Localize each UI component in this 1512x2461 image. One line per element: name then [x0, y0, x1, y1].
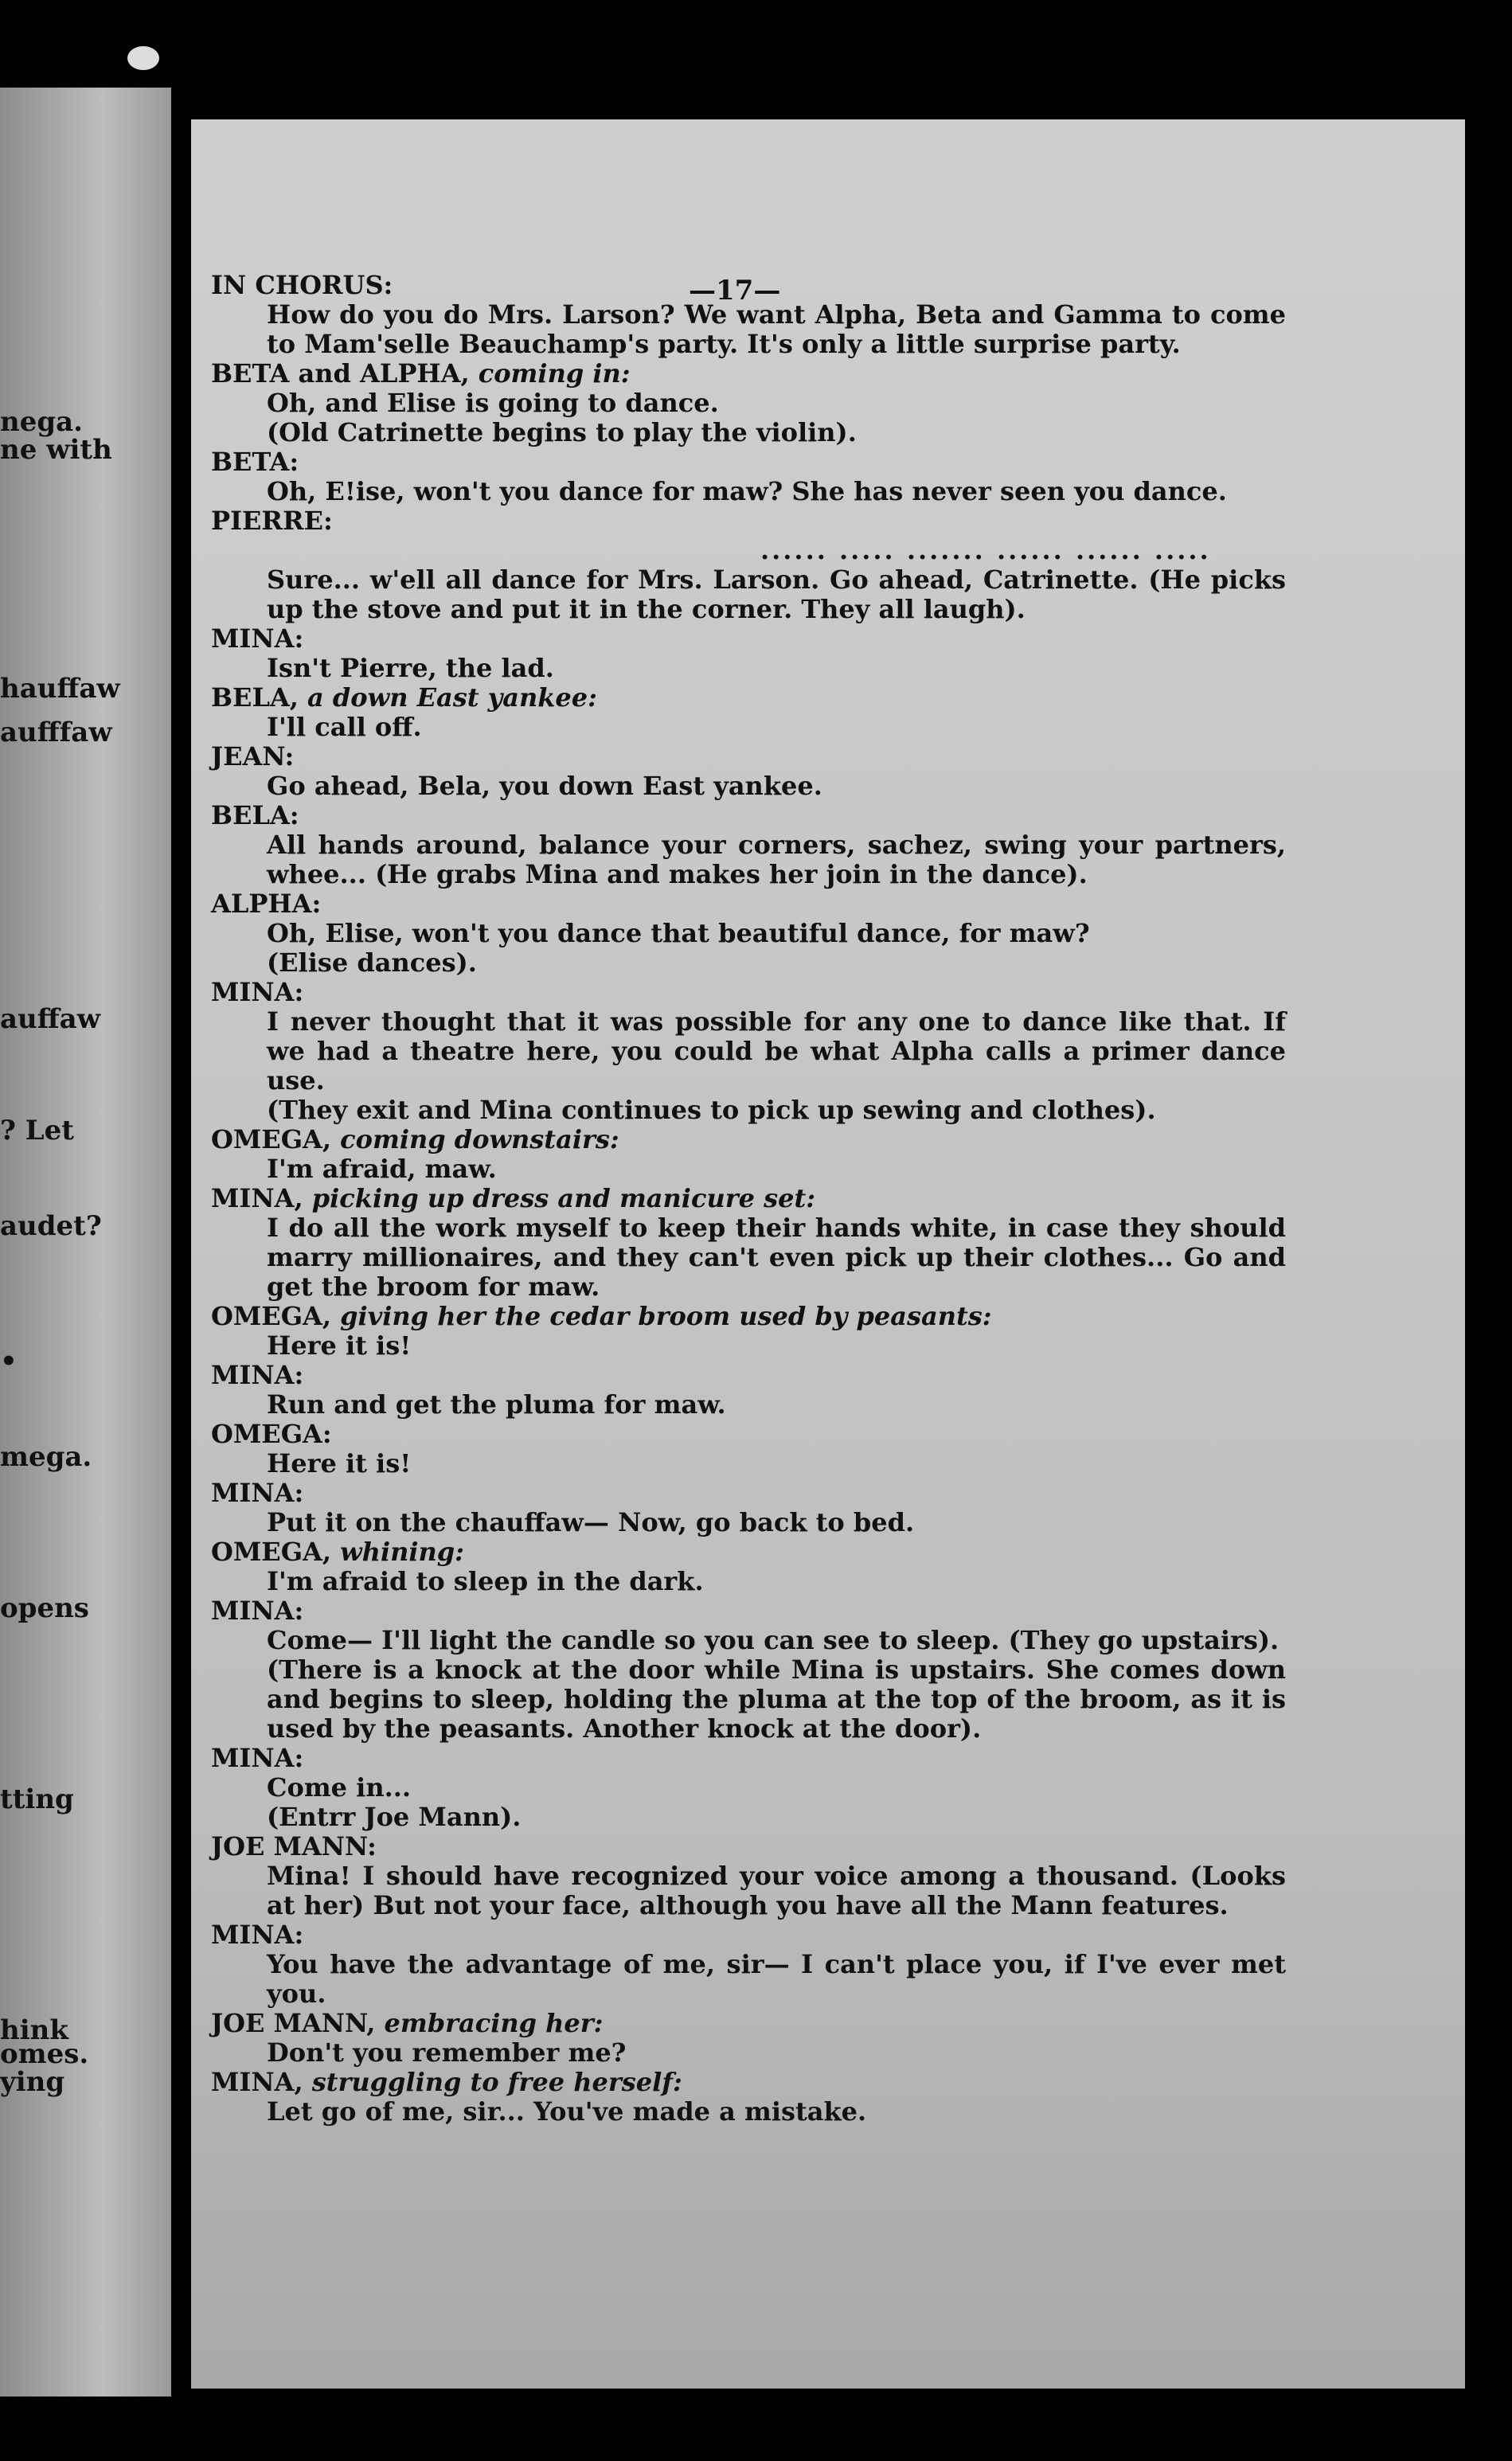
- speaker-heading: [211, 801, 1286, 830]
- dialogue-line: (Elise dances).: [267, 947, 477, 978]
- dialogue-line: Oh, Elise, won't you dance that beautiful dance, for maw?: [267, 918, 1090, 948]
- dotted-separator: ...... ..... ....... ...... ...... .....: [760, 535, 1211, 565]
- left-page-fragment: hink: [0, 2014, 68, 2046]
- dialogue-line: (Entrr Joe Mann).: [267, 1802, 522, 1832]
- speaker-heading: [211, 1537, 1286, 1567]
- dialogue-line: Run and get the pluma for maw.: [267, 1389, 726, 1420]
- speaker-name: JEAN:: [211, 741, 295, 772]
- speaker-heading: [211, 1302, 1286, 1331]
- script-body: [211, 271, 1286, 2127]
- left-page-fragment: mega.: [0, 1441, 92, 1473]
- left-page-fragment: opens: [0, 1592, 89, 1624]
- speaker-heading: [211, 1361, 1286, 1390]
- stage-direction: giving her the cedar broom used by peasants:: [340, 1301, 992, 1331]
- speaker-heading: [211, 271, 1286, 300]
- page-number: —17—: [689, 275, 781, 307]
- dialogue-line: I'm afraid, maw.: [267, 1154, 497, 1184]
- speaker-name: MINA:: [211, 1920, 304, 1950]
- stage-direction: whining:: [340, 1537, 464, 1567]
- speaker-name: BETA and ALPHA,: [211, 358, 479, 389]
- speaker-heading: [211, 1832, 1286, 1861]
- dialogue-line: (They exit and Mina continues to pick up sewing and clothes).: [267, 1095, 1156, 1125]
- speaker-heading: [211, 359, 1286, 389]
- speaker-name: MINA:: [211, 977, 304, 1007]
- dialogue-line: How do you do Mrs. Larson? We want Alpha, Beta and Gamma to come to Mam'selle Beauchamp's party. It's only a little surprise party.: [267, 299, 1286, 359]
- speaker-heading: [211, 683, 1286, 713]
- speaker-name: MINA,: [211, 2067, 312, 2097]
- speaker-heading: [211, 1125, 1286, 1154]
- speaker-name: IN CHORUS:: [211, 270, 393, 300]
- speaker-heading: [211, 978, 1286, 1007]
- dialogue-line: I'll call off.: [267, 712, 422, 742]
- dialogue-line: (Old Catrinette begins to play the violin).: [267, 417, 857, 447]
- speaker-heading: [211, 2009, 1286, 2038]
- left-page-fragment: ? Let: [0, 1115, 75, 1147]
- speaker-heading: [211, 2068, 1286, 2097]
- left-page-fragment: audet?: [0, 1210, 102, 1242]
- speaker-heading: [211, 1744, 1286, 1773]
- speaker-heading: [211, 742, 1286, 772]
- speaker-heading: [211, 1479, 1286, 1508]
- speaker-heading: [211, 624, 1286, 654]
- dialogue-line: Mina! I should have recognized your voice among a thousand. (Looks at her) But not your face, although you have all the Mann features.: [267, 1861, 1286, 1920]
- speaker-heading: [211, 1920, 1286, 1950]
- dialogue-line: You have the advantage of me, sir— I can't place you, if I've ever met you.: [267, 1949, 1286, 2009]
- dialogue-line: Don't you remember me?: [267, 2037, 627, 2068]
- speaker-name: BETA:: [211, 447, 299, 477]
- dialogue-line: I'm afraid to sleep in the dark.: [267, 1566, 704, 1596]
- speaker-name: MINA:: [211, 1596, 304, 1626]
- speaker-name: BELA,: [211, 682, 308, 713]
- left-page-fragment: aufffaw: [0, 717, 112, 748]
- stage-direction: coming downstairs:: [340, 1124, 619, 1154]
- left-page-fragment: ne with: [0, 434, 112, 466]
- dialogue-line: Go ahead, Bela, you down East yankee.: [267, 771, 822, 801]
- dialogue-line: Isn't Pierre, the lad.: [267, 653, 554, 683]
- left-page-fragment: nega.: [0, 406, 83, 438]
- speaker-name: OMEGA:: [211, 1419, 332, 1449]
- speaker-name: OMEGA,: [211, 1301, 341, 1331]
- speaker-name: JOE MANN:: [211, 1831, 377, 1861]
- speaker-name: BELA:: [211, 800, 299, 830]
- left-page-fragment: hauffaw: [0, 673, 120, 705]
- stage-direction: struggling to free herself:: [311, 2067, 682, 2097]
- speaker-name: OMEGA,: [211, 1124, 341, 1154]
- speaker-heading: [211, 1184, 1286, 1213]
- speaker-heading: [211, 447, 1286, 477]
- stage-direction: a down East yankee:: [307, 682, 597, 713]
- speaker-name: MINA:: [211, 1478, 304, 1508]
- dialogue-line: Oh, E!ise, won't you dance for maw? She has never seen you dance.: [267, 476, 1227, 506]
- left-page-fragment: ying: [0, 2066, 65, 2098]
- stage-direction: embracing her:: [384, 2008, 604, 2038]
- speaker-name: MINA,: [211, 1183, 312, 1213]
- speaker-heading: [211, 1420, 1286, 1449]
- speaker-name: ALPHA:: [211, 889, 322, 919]
- speaker-name: JOE MANN,: [211, 2008, 385, 2038]
- dialogue-line: I do all the work myself to keep their hands white, in case they should marry millionaires, and they can't even pick up their clothes... Go and get the broom for maw.: [267, 1213, 1286, 1302]
- dialogue-line: I never thought that it was possible for any one to dance like that. If we had a theatre here, you could be what Alpha calls a primer dance use.: [267, 1006, 1286, 1096]
- speaker-name: PIERRE:: [211, 506, 333, 536]
- dialogue-line: Let go of me, sir... You've made a mistake.: [267, 2096, 867, 2127]
- dialogue-line: Come— I'll light the candle so you can see to sleep. (They go upstairs).: [267, 1625, 1280, 1655]
- dialogue-line: Oh, and Elise is going to dance.: [267, 388, 719, 418]
- left-page-fragment: auffaw: [0, 1003, 100, 1035]
- dialogue-line: Here it is!: [267, 1448, 412, 1479]
- stage-direction: picking up dress and manicure set:: [311, 1183, 816, 1213]
- speaker-name: MINA:: [211, 1360, 304, 1390]
- dialogue-line: Come in...: [267, 1772, 412, 1803]
- speaker-heading: [211, 506, 1286, 536]
- speaker-heading: [211, 1596, 1286, 1626]
- dialogue-line: Put it on the chauffaw— Now, go back to bed.: [267, 1507, 915, 1537]
- left-page-edge: [0, 88, 171, 2397]
- left-page-fragment: tting: [0, 1783, 74, 1815]
- dialogue-line: Sure... w'ell all dance for Mrs. Larson. Go ahead, Catrinette. (He picks up the stove and put it in the corner. They all laugh).: [267, 564, 1286, 624]
- left-page-fragment: omes.: [0, 2038, 89, 2070]
- stage-direction: coming in:: [478, 358, 631, 389]
- speaker-name: OMEGA,: [211, 1537, 341, 1567]
- speaker-heading: [211, 889, 1286, 919]
- speaker-name: MINA:: [211, 1743, 304, 1773]
- dialogue-line: All hands around, balance your corners, sachez, swing your partners, whee... (He grabs Mina and makes her join in the dance).: [267, 830, 1286, 889]
- speaker-name: MINA:: [211, 623, 304, 654]
- dialogue-line: (There is a knock at the door while Mina is upstairs. She comes down and begins to sleep, holding the pluma at the top of the broom, as it is used by the peasants. Another knock at the door).: [267, 1654, 1286, 1744]
- left-page-fragment: •: [0, 1346, 18, 1377]
- dialogue-line: Here it is!: [267, 1330, 412, 1361]
- scan-speck: [127, 46, 159, 70]
